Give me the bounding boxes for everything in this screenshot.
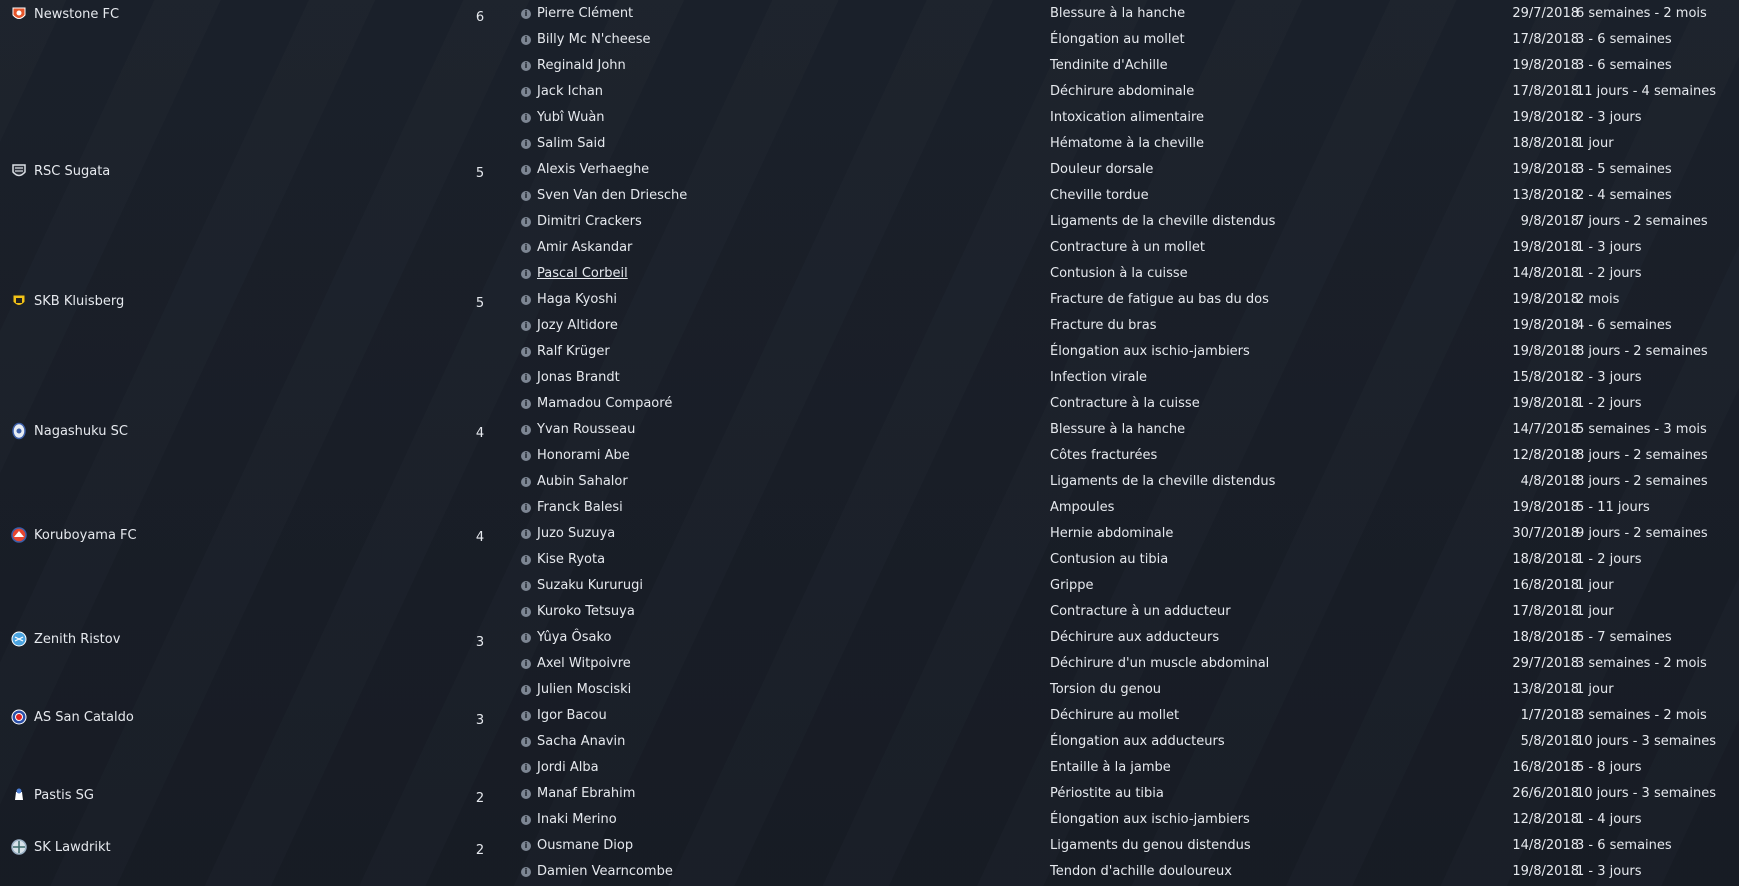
info-icon[interactable]: i xyxy=(521,399,531,409)
injury-type: Ligaments du genou distendus xyxy=(1050,838,1251,853)
info-icon[interactable]: i xyxy=(521,529,531,539)
info-icon[interactable]: i xyxy=(521,425,531,435)
club-label[interactable] xyxy=(10,4,119,24)
injury-date: 19/8/2018 xyxy=(1512,240,1579,255)
info-icon[interactable]: i xyxy=(521,503,531,513)
kluisberg-crest-icon xyxy=(10,292,28,310)
player-name[interactable]: Suzaku Kururugi xyxy=(537,578,643,593)
injury-date: 12/8/2018 xyxy=(1512,812,1579,827)
club-name[interactable]: Newstone FC xyxy=(34,6,120,22)
injury-type: Ligaments de la cheville distendus xyxy=(1050,474,1276,489)
injury-type: Torsion du genou xyxy=(1050,682,1162,697)
club-name[interactable]: Nagashuku SC xyxy=(34,423,128,439)
injury-count: 6 xyxy=(475,10,485,25)
injury-count: 2 xyxy=(475,843,485,858)
injury-date: 29/7/2018 xyxy=(1512,656,1579,671)
injury-date: 9/8/2018 xyxy=(1520,214,1579,229)
player-name[interactable]: Alexis Verhaeghe xyxy=(537,162,650,177)
table-row[interactable] xyxy=(519,339,1734,365)
injury-date: 16/8/2018 xyxy=(1512,578,1579,593)
table-row[interactable] xyxy=(519,703,1734,729)
info-icon[interactable]: i xyxy=(521,555,531,565)
player-name[interactable]: Haga Kyoshi xyxy=(537,292,617,307)
player-name[interactable]: Sven Van den Driesche xyxy=(537,188,688,203)
player-name[interactable]: Pascal Corbeil xyxy=(537,266,628,281)
injury-date: 12/8/2018 xyxy=(1512,448,1579,463)
player-name[interactable]: Franck Balesi xyxy=(537,500,623,515)
injury-duration: 1 - 2 jours xyxy=(1576,396,1642,411)
injury-duration: 6 semaines - 2 mois xyxy=(1576,6,1707,21)
newstone-crest-icon xyxy=(10,5,28,23)
sugata-crest-icon xyxy=(10,162,28,180)
injury-duration: 1 jour xyxy=(1576,578,1614,593)
injury-type: Infection virale xyxy=(1050,370,1148,385)
player-name[interactable]: Yûya Ôsako xyxy=(537,630,612,645)
table-row[interactable] xyxy=(519,677,1734,703)
injury-date: 15/8/2018 xyxy=(1512,370,1579,385)
injury-duration: 8 jours - 2 semaines xyxy=(1576,344,1708,359)
player-name[interactable]: Ralf Krüger xyxy=(537,344,610,359)
table-row[interactable] xyxy=(519,105,1734,131)
club-name[interactable]: RSC Sugata xyxy=(34,163,111,179)
player-name[interactable]: Dimitri Crackers xyxy=(537,214,642,229)
club-name[interactable]: Zenith Ristov xyxy=(34,631,121,647)
injury-type: Ligaments de la cheville distendus xyxy=(1050,214,1276,229)
info-icon[interactable]: i xyxy=(521,9,531,19)
injury-date: 14/8/2018 xyxy=(1512,838,1579,853)
injury-date: 18/8/2018 xyxy=(1512,552,1579,567)
injury-type: Déchirure abdominale xyxy=(1050,84,1195,99)
injury-type: Contracture à la cuisse xyxy=(1050,396,1200,411)
player-name[interactable]: Amir Askandar xyxy=(537,240,633,255)
injury-duration: 1 - 4 jours xyxy=(1576,812,1642,827)
injury-date: 26/6/2018 xyxy=(1512,786,1579,801)
injury-date: 13/8/2018 xyxy=(1512,682,1579,697)
info-icon[interactable]: i xyxy=(521,87,531,97)
table-row[interactable] xyxy=(519,573,1734,599)
info-icon[interactable]: i xyxy=(521,841,531,851)
injury-duration: 5 - 11 jours xyxy=(1576,500,1650,515)
injury-count: 4 xyxy=(475,530,485,545)
injury-type: Ampoules xyxy=(1050,500,1115,515)
injury-type: Déchirure d'un muscle abdominal xyxy=(1050,656,1270,671)
injury-date: 16/8/2018 xyxy=(1512,760,1579,775)
table-row[interactable] xyxy=(519,183,1734,209)
info-icon[interactable]: i xyxy=(521,737,531,747)
injury-duration: 8 jours - 2 semaines xyxy=(1576,448,1708,463)
injury-duration: 3 - 5 semaines xyxy=(1576,162,1672,177)
player-name[interactable]: Billy Mc N'cheese xyxy=(537,32,651,47)
zenith-crest-icon xyxy=(10,630,28,648)
injury-type: Intoxication alimentaire xyxy=(1050,110,1205,125)
injury-duration: 1 - 2 jours xyxy=(1576,266,1642,281)
table-row[interactable] xyxy=(519,547,1734,573)
player-name[interactable]: Manaf Ebrahim xyxy=(537,786,636,801)
injury-duration: 2 - 4 semaines xyxy=(1576,188,1672,203)
info-icon[interactable]: i xyxy=(521,711,531,721)
injury-duration: 5 - 8 jours xyxy=(1576,760,1642,775)
injury-type: Blessure à la hanche xyxy=(1050,422,1186,437)
player-name[interactable]: Inaki Merino xyxy=(537,812,617,827)
injury-duration: 3 - 6 semaines xyxy=(1576,838,1672,853)
info-icon[interactable]: i xyxy=(521,165,531,175)
info-icon[interactable]: i xyxy=(521,815,531,825)
injury-type: Contusion au tibia xyxy=(1050,552,1169,567)
injury-duration: 5 - 7 semaines xyxy=(1576,630,1672,645)
injury-date: 19/8/2018 xyxy=(1512,292,1579,307)
player-name[interactable]: Kise Ryota xyxy=(537,552,606,567)
injury-date: 19/8/2018 xyxy=(1512,344,1579,359)
table-row[interactable] xyxy=(519,53,1734,79)
injury-date: 19/8/2018 xyxy=(1512,58,1579,73)
injury-date: 14/8/2018 xyxy=(1512,266,1579,281)
table-row[interactable] xyxy=(519,391,1734,417)
injury-type: Élongation au mollet xyxy=(1050,32,1185,47)
info-icon[interactable]: i xyxy=(521,113,531,123)
injury-type: Douleur dorsale xyxy=(1050,162,1154,177)
injury-date: 19/8/2018 xyxy=(1512,318,1579,333)
injury-count: 5 xyxy=(475,166,485,181)
table-row[interactable] xyxy=(519,755,1734,781)
injury-type: Grippe xyxy=(1050,578,1094,593)
injury-date: 5/8/2018 xyxy=(1520,734,1579,749)
injury-type: Élongation aux adducteurs xyxy=(1050,734,1225,749)
player-name[interactable]: Pierre Clément xyxy=(537,6,634,21)
injury-type: Élongation aux ischio-jambiers xyxy=(1050,344,1250,359)
info-icon[interactable]: i xyxy=(521,659,531,669)
club-label[interactable] xyxy=(10,707,134,727)
injury-duration: 2 - 3 jours xyxy=(1576,370,1642,385)
club-name[interactable]: Koruboyama FC xyxy=(34,527,137,543)
info-icon[interactable]: i xyxy=(521,685,531,695)
injury-date: 4/8/2018 xyxy=(1520,474,1579,489)
player-name[interactable]: Yubî Wuàn xyxy=(537,110,605,125)
injury-date: 17/8/2018 xyxy=(1512,604,1579,619)
table-row[interactable] xyxy=(519,287,1734,313)
table-row[interactable] xyxy=(519,781,1734,807)
table-row[interactable] xyxy=(519,157,1734,183)
club-label[interactable] xyxy=(10,421,128,441)
injury-type: Déchirure aux adducteurs xyxy=(1050,630,1220,645)
player-name[interactable]: Mamadou Compaoré xyxy=(537,396,673,411)
table-row[interactable] xyxy=(519,443,1734,469)
injury-type: Tendon d'achille douloureux xyxy=(1050,864,1232,879)
player-name[interactable]: Jonas Brandt xyxy=(537,370,620,385)
info-icon[interactable]: i xyxy=(521,61,531,71)
injury-type: Élongation aux ischio-jambiers xyxy=(1050,812,1250,827)
injury-date: 18/8/2018 xyxy=(1512,630,1579,645)
info-icon[interactable]: i xyxy=(521,763,531,773)
injury-date: 29/7/2018 xyxy=(1512,6,1579,21)
player-name[interactable]: Reginald John xyxy=(537,58,626,73)
injury-type: Contracture à un mollet xyxy=(1050,240,1205,255)
info-icon[interactable]: i xyxy=(521,373,531,383)
injury-type: Blessure à la hanche xyxy=(1050,6,1186,21)
info-icon[interactable]: i xyxy=(521,347,531,357)
injury-date: 19/8/2018 xyxy=(1512,396,1579,411)
injury-duration: 3 semaines - 2 mois xyxy=(1576,708,1707,723)
injury-type: Fracture du bras xyxy=(1050,318,1157,333)
table-row[interactable] xyxy=(519,807,1734,833)
injury-duration: 8 jours - 2 semaines xyxy=(1576,474,1708,489)
table-row[interactable] xyxy=(519,313,1734,339)
info-icon[interactable]: i xyxy=(521,581,531,591)
injury-type: Hématome à la cheville xyxy=(1050,136,1204,151)
injury-count: 5 xyxy=(475,296,485,311)
injury-date: 14/7/2018 xyxy=(1512,422,1579,437)
player-name[interactable]: Kuroko Tetsuya xyxy=(537,604,635,619)
club-label[interactable] xyxy=(10,291,124,311)
injury-duration: 1 - 3 jours xyxy=(1576,240,1642,255)
info-icon[interactable]: i xyxy=(521,451,531,461)
club-name[interactable]: Pastis SG xyxy=(34,787,94,803)
injury-duration: 3 semaines - 2 mois xyxy=(1576,656,1707,671)
player-name[interactable]: Jozy Altidore xyxy=(537,318,618,333)
player-name[interactable]: Igor Bacou xyxy=(537,708,607,723)
table-row[interactable] xyxy=(519,729,1734,755)
club-name[interactable]: AS San Cataldo xyxy=(34,709,134,725)
player-name[interactable]: Jack Ichan xyxy=(537,84,604,99)
club-label[interactable] xyxy=(10,785,94,805)
injury-type: Contusion à la cuisse xyxy=(1050,266,1188,281)
info-icon[interactable]: i xyxy=(521,191,531,201)
info-icon[interactable]: i xyxy=(521,321,531,331)
injury-date: 17/8/2018 xyxy=(1512,32,1579,47)
club-name[interactable]: SKB Kluisberg xyxy=(34,293,125,309)
player-name[interactable]: Sacha Anavin xyxy=(537,734,626,749)
injury-duration: 9 jours - 2 semaines xyxy=(1576,526,1708,541)
table-row[interactable] xyxy=(519,859,1734,885)
injury-type: Tendinite d'Achille xyxy=(1050,58,1168,73)
injury-duration: 1 - 3 jours xyxy=(1576,864,1642,879)
injury-date: 17/8/2018 xyxy=(1512,84,1579,99)
info-icon[interactable]: i xyxy=(521,867,531,877)
player-name[interactable]: Salim Said xyxy=(537,136,606,151)
table-row[interactable] xyxy=(519,417,1734,443)
player-name[interactable]: Honorami Abe xyxy=(537,448,630,463)
injury-count: 2 xyxy=(475,791,485,806)
table-row[interactable] xyxy=(519,261,1734,287)
club-label[interactable] xyxy=(10,161,110,181)
nagashuku-crest-icon xyxy=(10,422,28,440)
injury-duration: 1 jour xyxy=(1576,682,1614,697)
injury-date: 13/8/2018 xyxy=(1512,188,1579,203)
player-name[interactable]: Ousmane Diop xyxy=(537,838,634,853)
club-label[interactable] xyxy=(10,525,137,545)
info-icon[interactable]: i xyxy=(521,139,531,149)
injury-duration: 11 jours - 4 semaines xyxy=(1576,84,1716,99)
injury-date: 19/8/2018 xyxy=(1512,500,1579,515)
san-cataldo-crest-icon xyxy=(10,708,28,726)
lawdrikt-crest-icon xyxy=(10,838,28,856)
player-name[interactable]: Jordi Alba xyxy=(537,760,599,775)
info-icon[interactable]: i xyxy=(521,477,531,487)
player-name[interactable]: Aubin Sahalor xyxy=(537,474,628,489)
injury-duration: 3 - 6 semaines xyxy=(1576,32,1672,47)
table-row[interactable] xyxy=(519,625,1734,651)
injury-count: 3 xyxy=(475,713,485,728)
injury-date: 19/8/2018 xyxy=(1512,110,1579,125)
injury-duration: 3 - 6 semaines xyxy=(1576,58,1672,73)
club-label[interactable] xyxy=(10,629,120,649)
injury-duration: 1 jour xyxy=(1576,136,1614,151)
injury-duration: 2 mois xyxy=(1576,292,1620,307)
injury-type: Côtes fracturées xyxy=(1050,448,1158,463)
injury-type: Contracture à un adducteur xyxy=(1050,604,1231,619)
player-name[interactable]: Axel Witpoivre xyxy=(537,656,631,671)
injury-type: Cheville tordue xyxy=(1050,188,1149,203)
table-row[interactable] xyxy=(519,235,1734,261)
info-icon[interactable]: i xyxy=(521,607,531,617)
table-row[interactable] xyxy=(519,521,1734,547)
info-icon[interactable]: i xyxy=(521,243,531,253)
info-icon[interactable]: i xyxy=(521,789,531,799)
player-name[interactable]: Juzo Suzuya xyxy=(537,526,616,541)
injury-duration: 1 jour xyxy=(1576,604,1614,619)
injury-count: 3 xyxy=(475,635,485,650)
club-name[interactable]: SK Lawdrikt xyxy=(34,839,111,855)
table-row[interactable] xyxy=(519,1,1734,27)
player-name[interactable]: Damien Vearncombe xyxy=(537,864,673,879)
info-icon[interactable]: i xyxy=(521,295,531,305)
injury-type: Hernie abdominale xyxy=(1050,526,1174,541)
info-icon[interactable]: i xyxy=(521,217,531,227)
table-row[interactable] xyxy=(519,131,1734,157)
injury-type: Déchirure au mollet xyxy=(1050,708,1180,723)
injury-type: Périostite au tibia xyxy=(1050,786,1164,801)
table-row[interactable] xyxy=(519,469,1734,495)
pastis-crest-icon xyxy=(10,786,28,804)
injury-duration: 2 - 3 jours xyxy=(1576,110,1642,125)
info-icon[interactable]: i xyxy=(521,269,531,279)
player-name[interactable]: Yvan Rousseau xyxy=(537,422,636,437)
club-label[interactable] xyxy=(10,837,111,857)
table-row[interactable] xyxy=(519,365,1734,391)
injury-duration: 5 semaines - 3 mois xyxy=(1576,422,1707,437)
injury-duration: 7 jours - 2 semaines xyxy=(1576,214,1708,229)
injury-duration: 10 jours - 3 semaines xyxy=(1576,786,1716,801)
koruboyama-crest-icon xyxy=(10,526,28,544)
player-name[interactable]: Julien Mosciski xyxy=(537,682,632,697)
injury-date: 30/7/2018 xyxy=(1512,526,1579,541)
table-row[interactable] xyxy=(519,651,1734,677)
injury-date: 19/8/2018 xyxy=(1512,162,1579,177)
table-row[interactable] xyxy=(519,495,1734,521)
injury-type: Fracture de fatigue au bas du dos xyxy=(1050,292,1269,307)
injury-date: 19/8/2018 xyxy=(1512,864,1579,879)
injury-type: Entaille à la jambe xyxy=(1050,760,1171,775)
info-icon[interactable]: i xyxy=(521,35,531,45)
table-row[interactable] xyxy=(519,599,1734,625)
table-row[interactable] xyxy=(519,209,1734,235)
injury-duration: 10 jours - 3 semaines xyxy=(1576,734,1716,749)
injury-duration: 1 - 2 jours xyxy=(1576,552,1642,567)
injury-date: 1/7/2018 xyxy=(1520,708,1579,723)
info-icon[interactable]: i xyxy=(521,633,531,643)
table-row[interactable] xyxy=(519,833,1734,859)
injury-date: 18/8/2018 xyxy=(1512,136,1579,151)
injury-count: 4 xyxy=(475,426,485,441)
table-row[interactable] xyxy=(519,27,1734,53)
table-row[interactable] xyxy=(519,79,1734,105)
injury-duration: 4 - 6 semaines xyxy=(1576,318,1672,333)
